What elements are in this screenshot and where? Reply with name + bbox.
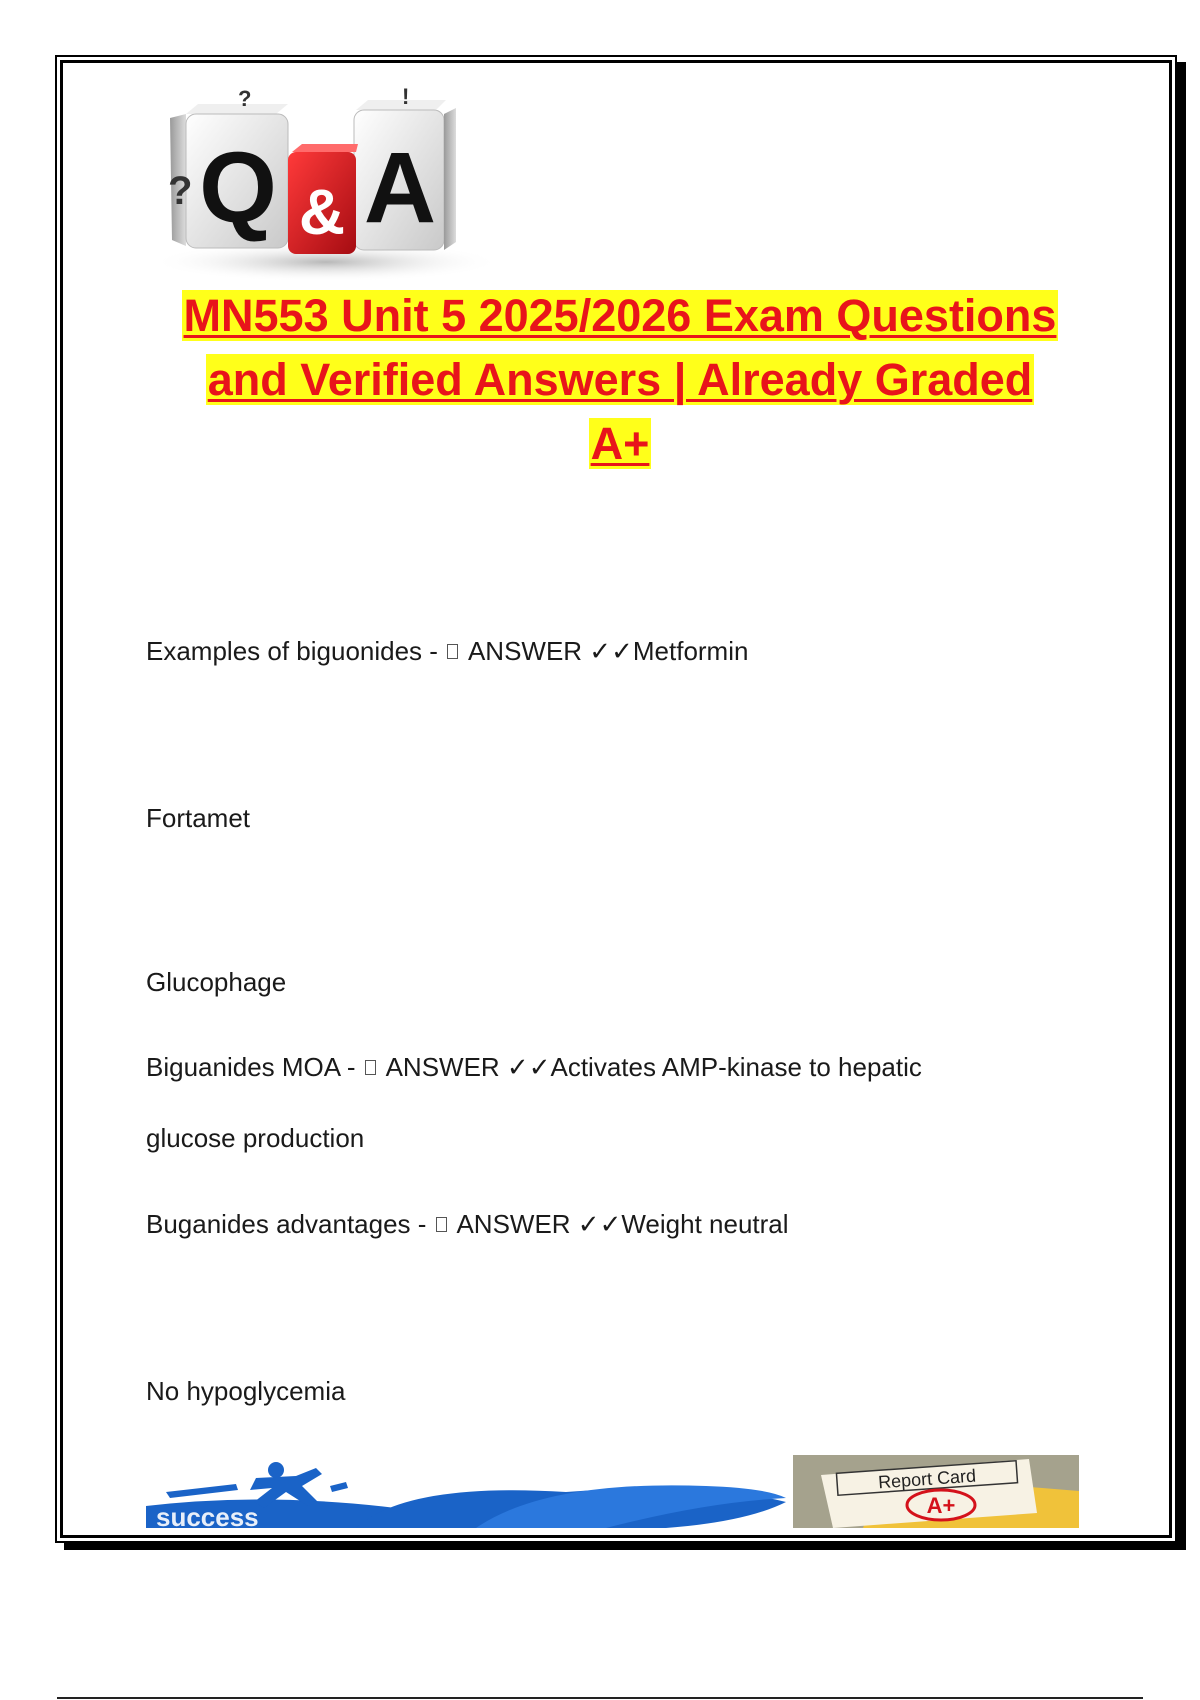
svg-text:?: ? xyxy=(168,169,193,213)
svg-text:Report Card: Report Card xyxy=(877,1465,977,1493)
svg-text:Q: Q xyxy=(199,132,277,244)
answer-text: Activates AMP-kinase to hepatic xyxy=(550,1052,922,1082)
page-frame xyxy=(60,60,1172,1538)
svg-text:A+: A+ xyxy=(926,1493,956,1518)
qa-item xyxy=(146,1052,922,1083)
qa-continuation: glucose production xyxy=(146,1123,365,1153)
answer-prefix: ANSWER ✓✓ xyxy=(450,1209,622,1239)
answer-text: Metformin xyxy=(632,636,749,666)
svg-text:success: success xyxy=(156,1502,259,1528)
document-title xyxy=(140,284,1100,476)
svg-text:A: A xyxy=(363,132,437,244)
qa-item xyxy=(146,1209,789,1240)
answer-prefix: ANSWER ✓✓ xyxy=(379,1052,551,1082)
placeholder-box-icon xyxy=(365,1060,376,1075)
qa-continuation: Fortamet xyxy=(146,803,251,833)
page-bottom-rule xyxy=(57,1697,1143,1699)
title-line-3: A+ xyxy=(590,418,650,469)
svg-text:!: ! xyxy=(402,84,410,109)
qa-continuation: Glucophage xyxy=(146,967,287,997)
svg-text:&: & xyxy=(298,176,346,248)
placeholder-box-icon xyxy=(447,644,458,659)
success-runner-logo xyxy=(146,1462,792,1528)
question-text: Buganides advantages - xyxy=(146,1209,434,1239)
answer-text: Weight neutral xyxy=(621,1209,789,1239)
qa-item xyxy=(146,636,748,667)
report-card-image xyxy=(793,1455,1079,1528)
qa-dice-logo xyxy=(146,74,502,280)
answer-prefix: ANSWER ✓✓ xyxy=(462,636,633,666)
svg-text:?: ? xyxy=(238,86,252,111)
question-text: Examples of biguonides - xyxy=(146,636,446,666)
placeholder-box-icon xyxy=(436,1217,447,1232)
title-line-1: MN553 Unit 5 2025/2026 Exam Questions xyxy=(183,290,1057,341)
title-line-2: and Verified Answers | Already Graded xyxy=(207,354,1033,405)
question-text: Biguanides MOA - xyxy=(146,1052,363,1082)
qa-continuation: No hypoglycemia xyxy=(146,1376,346,1406)
